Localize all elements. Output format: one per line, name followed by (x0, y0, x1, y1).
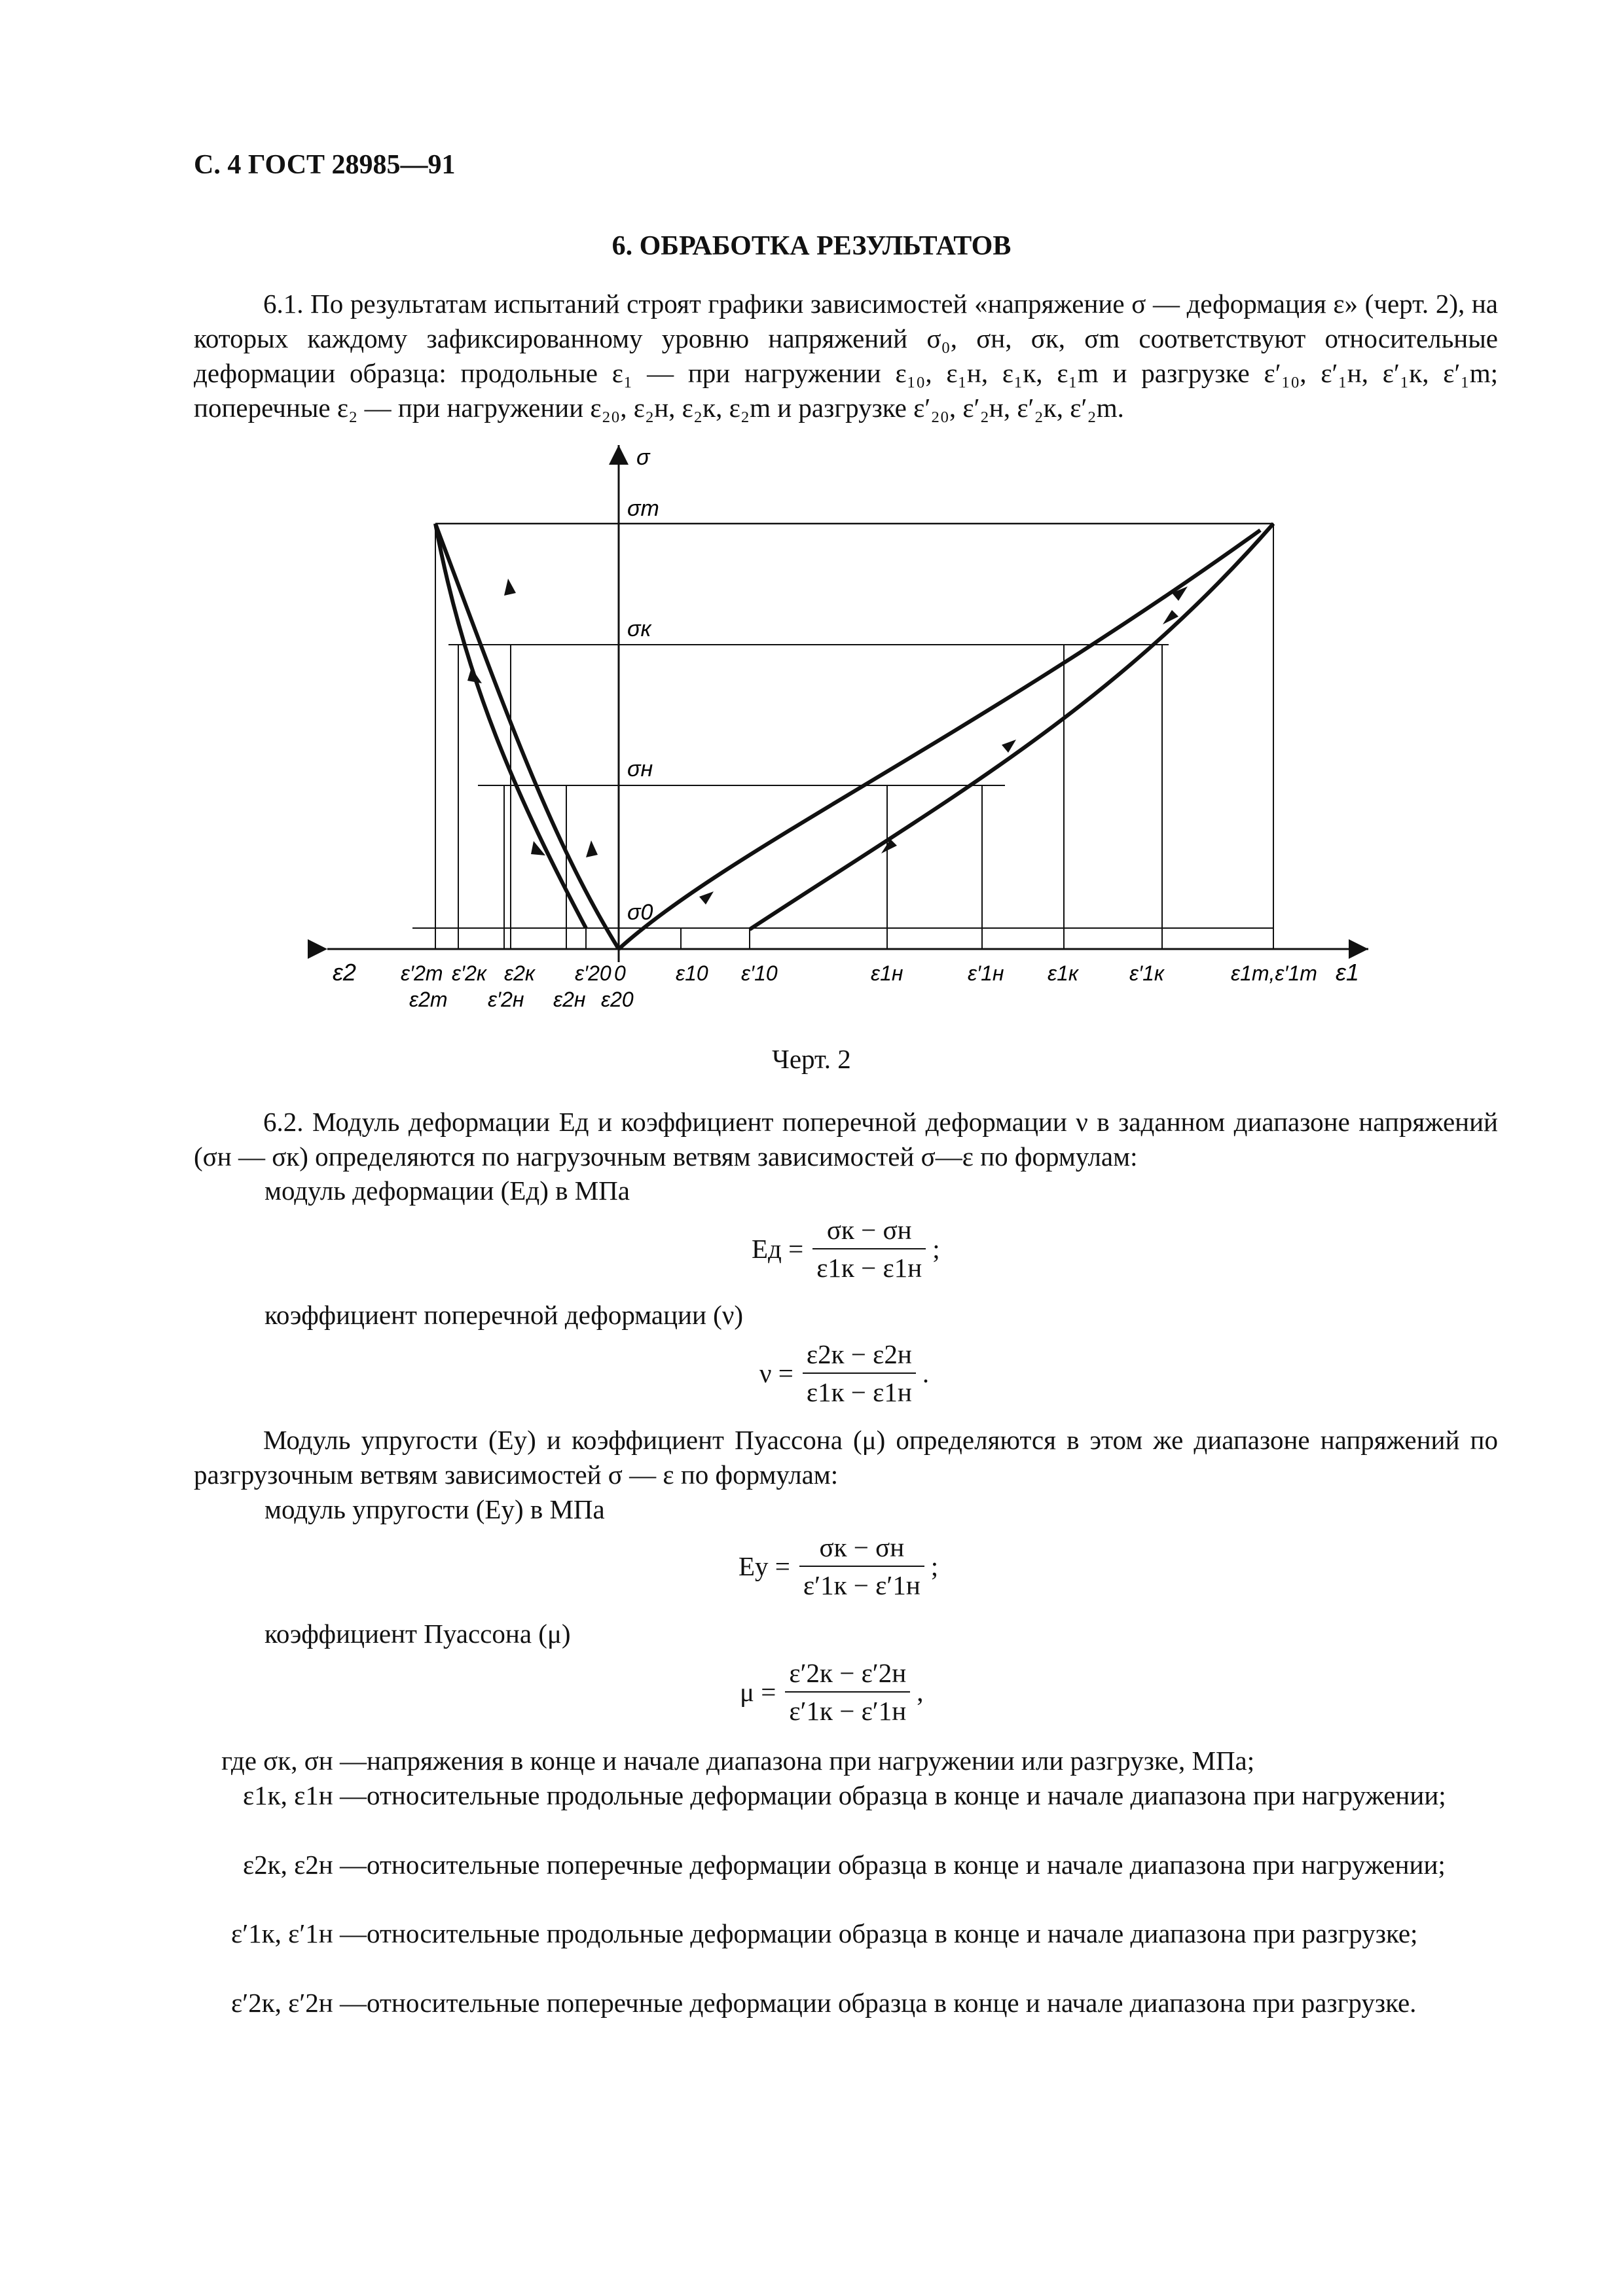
formula-ed-tail: ; (932, 1234, 940, 1264)
tick-e2k: ε2к (504, 961, 535, 985)
formula-ey-tail: ; (930, 1551, 939, 1581)
mu-intro: коэффициент Пуассона (μ) (264, 1619, 571, 1649)
tick-e1n-prime: ε′1н (968, 961, 1004, 985)
formula-mu (740, 1657, 923, 1727)
formula-nu-lhs: ν = (759, 1358, 793, 1388)
definition-item (194, 1916, 1498, 1951)
section-title: 6. ОБРАБОТКА РЕЗУЛЬТАТОВ (611, 231, 1012, 261)
tick-e20-prime: ε′20 (575, 961, 611, 985)
x-right-label: ε1 (1336, 959, 1359, 986)
x-left-label: ε2 (333, 959, 356, 986)
y-axis-label: σ (636, 445, 650, 470)
tick-e1m: ε1m,ε′1m (1231, 961, 1317, 985)
label-sigma-m: σm (627, 496, 659, 521)
ey-intro: модуль упругости (Eу) в МПа (264, 1494, 605, 1524)
formula-nu-num: ε2к − ε2н (806, 1339, 912, 1369)
ed-intro: модуль деформации (Eд) в МПа (264, 1175, 630, 1206)
curve-loading-e2 (435, 524, 619, 949)
formula-nu-den: ε1к − ε1н (803, 1372, 916, 1408)
label-sigma-0: σ0 (627, 900, 653, 925)
tick-e10-prime: ε′10 (741, 961, 778, 985)
paragraph-6-2: 6.2. Модуль деформации Eд и коэффициент поперечной деформации ν в заданном диапазоне напряжений (σн — σк) определяются по нагрузочным ветвям зависимостей σ—ε по формулам: (194, 1107, 1498, 1172)
paragraph-elastic: Модуль упругости (Eу) и коэффициент Пуассона (μ) определяются в этом же диапазоне напряжений по разгрузочным ветвям зависимостей σ — ε по формулам: (194, 1425, 1498, 1490)
formula-ey-den: ε′1к − ε′1н (799, 1566, 924, 1601)
formula-ed-lhs: Eд = (752, 1234, 804, 1264)
definition-text: относительные продольные деформации образца в конце и начале диапазона при разгрузке; (367, 1918, 1418, 1948)
formula-nu (759, 1338, 929, 1408)
formula-ed (752, 1214, 940, 1283)
tick-e1n: ε1н (871, 961, 903, 985)
formula-ed-den: ε1к − ε1н (812, 1248, 926, 1283)
nu-intro: коэффициент поперечной деформации (ν) (264, 1300, 744, 1330)
definition-term: где σк, σн — (221, 1746, 367, 1776)
label-sigma-n: σн (627, 757, 653, 781)
tick-e1k-prime: ε′1к (1129, 961, 1164, 985)
tick-zero: 0 (614, 961, 626, 985)
figure-caption: Черт. 2 (772, 1044, 851, 1074)
definition-item (194, 1744, 1498, 1778)
tick-e2k-prime: ε′2к (452, 961, 486, 985)
page-header: С. 4 ГОСТ 28985—91 (194, 150, 456, 180)
definition-term: ε′2к, ε′2н — (231, 1988, 367, 2018)
definition-text: относительные продольные деформации образца в конце и начале диапазона при нагружении; (367, 1780, 1446, 1810)
curve-unloading-e1 (750, 524, 1273, 929)
formula-ey-lhs: Eу = (739, 1551, 790, 1581)
definition-item (194, 1778, 1498, 1813)
definition-text: относительные поперечные деформации образца в конце и начале диапазона при разгрузке. (367, 1988, 1417, 2018)
tick-e2m: ε2m (409, 988, 448, 1011)
definition-item (194, 1848, 1498, 1882)
definition-text: относительные поперечные деформации образца в конце и начале диапазона при нагружении; (367, 1850, 1446, 1880)
tick-e20: ε20 (601, 988, 634, 1011)
paragraph-6-1: 6.1. По результатам испытаний строят графики зависимостей «напряжение σ — деформация ε» (черт. 2), на которых каждому зафиксированному уровню напряжений σ₀, σн, σк, σm соответствуют относительные деформации образца: продольные ε₁ — при нагружении ε₁₀, ε₁н, ε₁к, ε₁m и разгрузке ε′₁₀, ε′₁н, ε′₁к, ε′₁m; поперечные ε₂ — при нагружении ε₂₀, ε₂н, ε₂к, ε₂m и разгрузке ε′₂₀, ε′₂н, ε′₂к, ε′₂m. (194, 289, 1498, 423)
formula-mu-lhs: μ = (740, 1677, 776, 1707)
formula-mu-den: ε′1к − ε′1н (785, 1691, 910, 1727)
definition-term: ε′1к, ε′1н — (231, 1918, 367, 1948)
tick-e2n: ε2н (553, 988, 586, 1011)
formula-nu-tail: . (922, 1358, 930, 1388)
definition-text: напряжения в конце и начале диапазона при нагружении или разгрузке, МПа; (367, 1746, 1255, 1776)
formula-mu-tail: , (917, 1677, 924, 1707)
tick-e2m-prime: ε′2m (401, 961, 443, 985)
tick-e2n-prime: ε′2н (488, 988, 524, 1011)
stress-strain-diagram (0, 432, 1623, 1060)
formula-ed-num: σк − σн (826, 1215, 912, 1245)
formula-mu-num: ε′2к − ε′2н (789, 1658, 907, 1688)
definition-term: ε2к, ε2н — (242, 1850, 367, 1880)
formula-ey (739, 1532, 938, 1601)
definition-term: ε1к, ε1н — (242, 1780, 367, 1810)
label-sigma-k: σк (627, 617, 651, 641)
curve-loading-e1 (619, 530, 1260, 949)
formula-ey-num: σк − σн (819, 1532, 905, 1562)
definition-item (194, 1986, 1498, 2020)
tick-e10: ε10 (676, 961, 708, 985)
tick-e1k: ε1к (1048, 961, 1078, 985)
